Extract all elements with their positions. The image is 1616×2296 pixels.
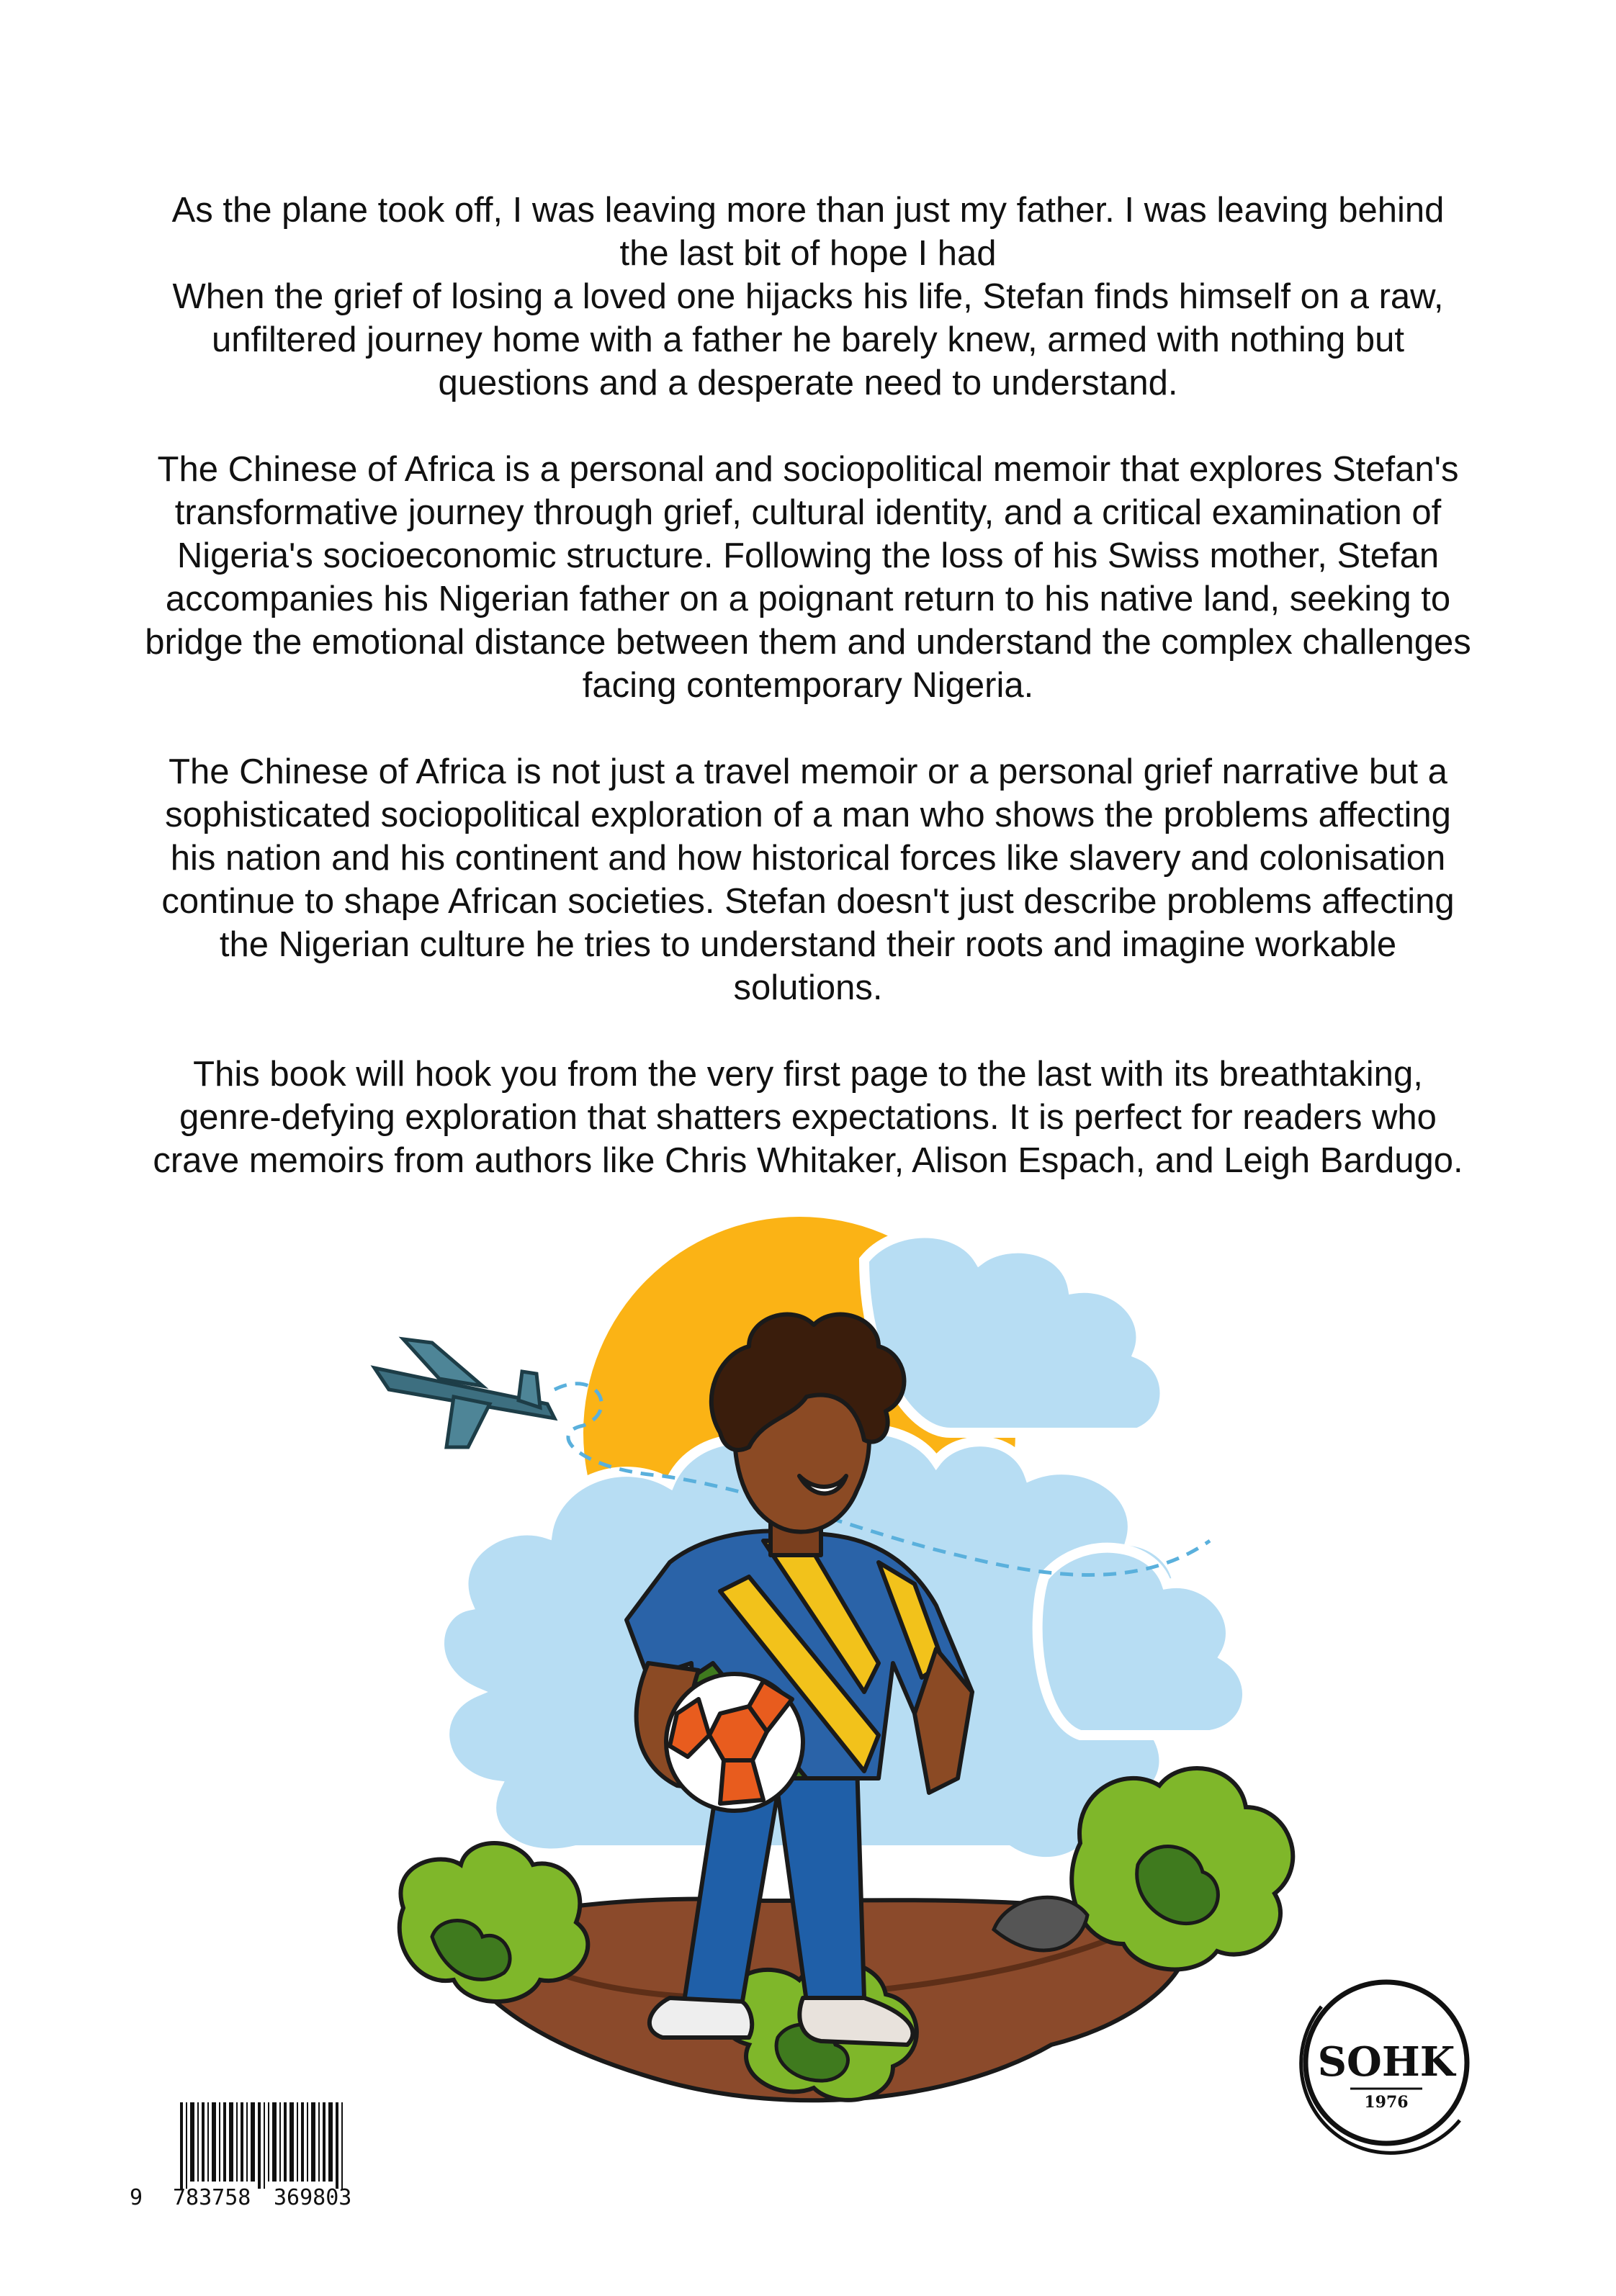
barcode-digits (130, 2185, 418, 2214)
barcode-digits-right: 369803 (274, 2185, 352, 2210)
blurb-paragraph-3: The Chinese of Africa is not just a travel memoir or a personal grief narrative but a sophisticated sociopolitical exploration of a man who shows the problems affecting his nation and his continent and how historical forces like slavery and colonisation continue to shape African societies. Stefan doesn't just describe problems affecting the Nigerian culture he tries to understand their roots and imagine workable solutions. (161, 752, 1455, 1007)
blurb-intro: When the grief of losing a loved one hijacks his life, Stefan finds himself on a raw, unfiltered journey home with a father he barely knew, armed with nothing but questions and a desperate need to understand. (172, 277, 1444, 402)
barcode-digits-left: 783758 (173, 2185, 251, 2210)
boy-with-football-illustration (360, 1217, 1383, 2131)
barcode-digit-lead: 9 (130, 2185, 143, 2210)
sohk-logo (1293, 1969, 1480, 2156)
blurb-paragraph-4: This book will hook you from the very first page to the last with its breathtaking, genre-defying exploration that shatters expectations. It is perfect for readers who crave memoirs from authors like Chris Whitaker, Alison Espach, and Leigh Bardugo. (153, 1055, 1463, 1180)
airplane (374, 1339, 555, 1447)
barcode (130, 2102, 403, 2189)
blurb-paragraph-2: The Chinese of Africa is a personal and sociopolitical memoir that explores Stefan's transformative journey through grief, cultural identity, and a critical examination of Nigeria's socioeconomic structure. Following the loss of his Swiss mother, Stefan accompanies his Nigerian father on a poignant return to his native land, seeking to bridge the emotional distance between them and understand the complex challenges facing contemporary Nigeria. (145, 450, 1471, 705)
back-cover-blurb (144, 189, 1472, 1225)
logo-name: SOHK (1317, 2038, 1455, 2086)
logo-year: 1976 (1364, 2093, 1409, 2112)
blurb-quote: As the plane took off, I was leaving more than just my father. I was leaving behind the last bit of hope I had (171, 191, 1445, 273)
